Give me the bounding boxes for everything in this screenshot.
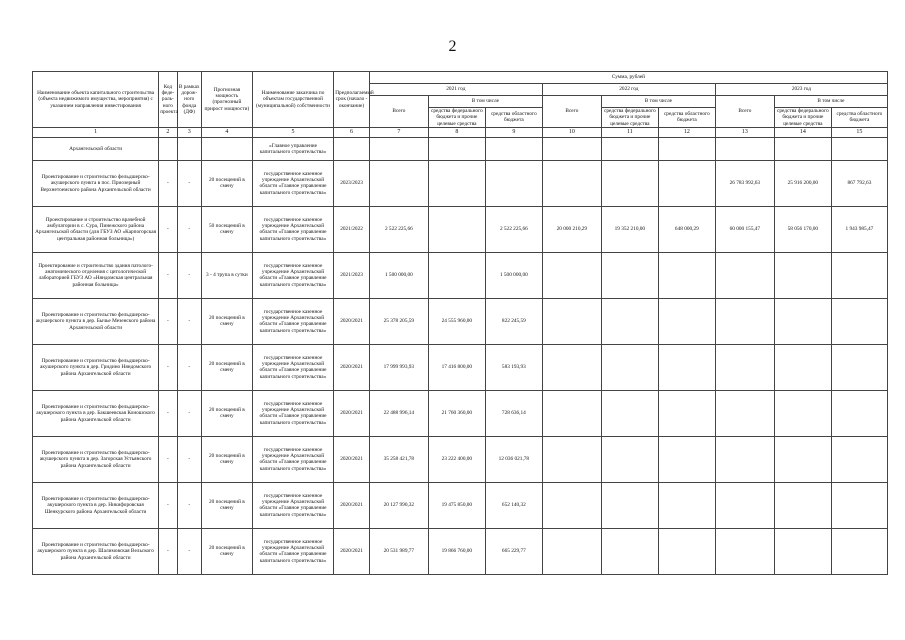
- amount-cell: 60 000 155,47: [715, 206, 774, 252]
- column-number-row: [33, 127, 888, 137]
- amount-cell: [542, 344, 601, 390]
- amount-cell: [542, 436, 601, 482]
- amount-cell: 58 056 170,00: [774, 206, 831, 252]
- header-regional-2022: средства областного бюджета: [658, 108, 715, 128]
- amount-cell: [715, 482, 774, 528]
- amount-cell: [831, 482, 887, 528]
- table-row: [33, 206, 888, 252]
- object-name: Проектирование и строительство здания патолого-анатомического отделения с цитологической лабораторией ГБУЗ АО «Няндомская центральная районная больница»: [33, 252, 159, 298]
- amount-cell: 19 475 850,00: [428, 482, 485, 528]
- column-number: 15: [831, 127, 887, 137]
- customer-name: государственное казенное учреждение Архангельской области «Главное управление капитального строительства»: [252, 344, 333, 390]
- amount-cell: 25 378 205,59: [369, 298, 428, 344]
- road-fund-flag: -: [177, 344, 201, 390]
- column-number: 5: [252, 127, 333, 137]
- amount-cell: [601, 482, 658, 528]
- amount-cell: [658, 252, 715, 298]
- header-term: Предполагаемый срок (начало - окончание): [334, 72, 370, 128]
- term: 2023/2023: [334, 160, 370, 206]
- header-regional-2021: средства областного бюджета: [485, 108, 542, 128]
- amount-cell: 583 193,93: [485, 344, 542, 390]
- capacity: 20 посещений в смену: [201, 298, 252, 344]
- amount-cell: [774, 344, 831, 390]
- amount-cell: [542, 252, 601, 298]
- federal-project-code: -: [159, 344, 177, 390]
- column-number: 7: [369, 127, 428, 137]
- amount-cell: 2 522 225,66: [369, 206, 428, 252]
- amount-cell: [831, 436, 887, 482]
- amount-cell: 867 792,63: [831, 160, 887, 206]
- column-number: 8: [428, 127, 485, 137]
- table-row: [33, 390, 888, 436]
- amount-cell: [601, 528, 658, 574]
- amount-cell: [542, 298, 601, 344]
- federal-project-code: -: [159, 436, 177, 482]
- amount-cell: 1 943 985,47: [831, 206, 887, 252]
- amount-cell: [428, 252, 485, 298]
- amount-cell: 822 245,59: [485, 298, 542, 344]
- amount-cell: [658, 344, 715, 390]
- amount-cell: [715, 436, 774, 482]
- amount-cell: [428, 206, 485, 252]
- capacity: 3 - 4 трупа в сутки: [201, 252, 252, 298]
- header-total-2022: Всего: [542, 96, 601, 128]
- road-fund-flag: -: [177, 390, 201, 436]
- amount-cell: [601, 390, 658, 436]
- road-fund-flag: -: [177, 206, 201, 252]
- amount-cell: [774, 390, 831, 436]
- amount-cell: 17 416 800,00: [428, 344, 485, 390]
- amount-cell: [601, 160, 658, 206]
- customer-name: государственное казенное учреждение Архангельской области «Главное управление капитального строительства»: [252, 298, 333, 344]
- amount-cell: [715, 252, 774, 298]
- object-name: Проектирование и строительство врачебной амбулатории в с. Сура, Пинежского района Архангельской области (для ГБУЗ АО «Карпогорская центральная районная больница»): [33, 206, 159, 252]
- amount-cell: [542, 160, 601, 206]
- amount-cell: [715, 344, 774, 390]
- page-number: 2: [448, 38, 457, 55]
- table-row: [33, 298, 888, 344]
- amount-cell: [774, 252, 831, 298]
- federal-project-code: -: [159, 528, 177, 574]
- term: 2021/2023: [334, 252, 370, 298]
- column-number: 4: [201, 127, 252, 137]
- column-number: 1: [33, 127, 159, 137]
- term: 2020/2021: [334, 390, 370, 436]
- amount-cell: 23 222 400,00: [428, 436, 485, 482]
- header-federal-2023: средства федерального бюджета и прочие целевые средства: [774, 108, 831, 128]
- amount-cell: [658, 436, 715, 482]
- amount-cell: [774, 482, 831, 528]
- amount-cell: 25 916 200,00: [774, 160, 831, 206]
- amount-cell: [715, 528, 774, 574]
- amount-cell: 1 500 000,00: [485, 252, 542, 298]
- capacity: 20 посещений в смену: [201, 160, 252, 206]
- capacity: 20 посещений в смену: [201, 344, 252, 390]
- amount-cell: [428, 160, 485, 206]
- amount-cell: [831, 252, 887, 298]
- amount-cell: [601, 344, 658, 390]
- amount-cell: [774, 436, 831, 482]
- amount-cell: 652 140,32: [485, 482, 542, 528]
- road-fund-flag: -: [177, 252, 201, 298]
- region-row: [33, 137, 888, 160]
- header-incl-2021: В том числе: [428, 96, 542, 108]
- header-holder: Наименование заказчика по объектам государственной (муниципальной) собственности: [252, 72, 333, 128]
- term: 2020/2021: [334, 528, 370, 574]
- column-number: 2: [159, 127, 177, 137]
- amount-cell: 20 531 989,77: [369, 528, 428, 574]
- amount-cell: [601, 436, 658, 482]
- object-name: Проектирование и строительство фельдшерско-акушерского пункта в дер. Шалимовская Вельского района Архангельской области: [33, 528, 159, 574]
- amount-cell: 24 555 960,00: [428, 298, 485, 344]
- road-fund-flag: -: [177, 298, 201, 344]
- table-row: [33, 344, 888, 390]
- term: 2020/2021: [334, 482, 370, 528]
- object-name: Проектирование и строительство фельдшерско-акушерского пункта в дер. Никифоровская Шенкурского района Архангельской области: [33, 482, 159, 528]
- header-total-2023: Всего: [715, 96, 774, 128]
- customer-name: государственное казенное учреждение Архангельской области «Главное управление капитального строительства»: [252, 160, 333, 206]
- amount-cell: 12 036 021,78: [485, 436, 542, 482]
- header-federal-2021: средства федерального бюджета и прочие целевые средства: [428, 108, 485, 128]
- header-code: Код феде-раль-ного проекта: [159, 72, 177, 128]
- capacity: 20 посещений в смену: [201, 528, 252, 574]
- table-body: [33, 127, 888, 574]
- amount-cell: [715, 390, 774, 436]
- object-name: Проектирование и строительство фельдшерско-акушерского пункта в дер. Бычье Мезенского района Архангельской области: [33, 298, 159, 344]
- header-federal-2022: средства федерального бюджета и прочие целевые средства: [601, 108, 658, 128]
- header-sum: Сумма, рублей: [369, 72, 887, 84]
- amount-cell: [601, 298, 658, 344]
- term: 2020/2021: [334, 436, 370, 482]
- term: 2020/2021: [334, 344, 370, 390]
- amount-cell: [715, 298, 774, 344]
- object-name: Проектирование и строительство фельдшерско-акушерского пункта в дер. Бакшеевская Коношского района Архангельской области: [33, 390, 159, 436]
- investment-table: [32, 71, 888, 575]
- header-regional-2023: средства областного бюджета: [831, 108, 887, 128]
- amount-cell: [658, 160, 715, 206]
- amount-cell: [658, 390, 715, 436]
- column-number: 11: [601, 127, 658, 137]
- column-number: 6: [334, 127, 370, 137]
- header-incl-2022: В том числе: [601, 96, 715, 108]
- amount-cell: 26 783 992,63: [715, 160, 774, 206]
- road-fund-flag: -: [177, 528, 201, 574]
- amount-cell: 17 999 993,93: [369, 344, 428, 390]
- customer-name: государственное казенное учреждение Архангельской области «Главное управление капитального строительства»: [252, 528, 333, 574]
- column-number: 12: [658, 127, 715, 137]
- road-fund-flag: -: [177, 160, 201, 206]
- column-number: 14: [774, 127, 831, 137]
- header-dop-fund: В рамках дорож-ного фонда (ДФ): [177, 72, 201, 128]
- road-fund-flag: -: [177, 436, 201, 482]
- object-name: Проектирование и строительство фельдшерско-акушерского пункта в дер. Загорская Устьянского района Архангельской области: [33, 436, 159, 482]
- amount-cell: [369, 160, 428, 206]
- header-name: Наименование объекта капитального строительства (объекта недвижимого имущества, мероприятия) с указанием направления инвестирования: [33, 72, 159, 128]
- term: 2021/2022: [334, 206, 370, 252]
- federal-project-code: -: [159, 206, 177, 252]
- amount-cell: 19 352 210,00: [601, 206, 658, 252]
- customer-name: государственное казенное учреждение Архангельской области «Главное управление капитального строительства»: [252, 390, 333, 436]
- amount-cell: [831, 344, 887, 390]
- amount-cell: 2 522 225,66: [485, 206, 542, 252]
- table-row: [33, 160, 888, 206]
- header-capacity: Прогнозная мощность (прогнозный прирост мощности): [201, 72, 252, 128]
- capacity: 50 посещений в смену: [201, 206, 252, 252]
- column-number: 10: [542, 127, 601, 137]
- table-row: [33, 252, 888, 298]
- table-row: [33, 482, 888, 528]
- amount-cell: 20 127 990,32: [369, 482, 428, 528]
- amount-cell: [831, 298, 887, 344]
- capacity: 20 посещений в смену: [201, 390, 252, 436]
- amount-cell: [831, 390, 887, 436]
- road-fund-flag: -: [177, 482, 201, 528]
- header-year-2021: 2021 год: [369, 84, 542, 96]
- federal-project-code: -: [159, 482, 177, 528]
- amount-cell: [485, 160, 542, 206]
- amount-cell: [658, 482, 715, 528]
- amount-cell: 35 258 421,78: [369, 436, 428, 482]
- table-row: [33, 528, 888, 574]
- object-name: Проектирование и строительство фельдшерско-акушерского пункта в дер. Гридино Няндомского района Архангельской области: [33, 344, 159, 390]
- customer-name: государственное казенное учреждение Архангельской области «Главное управление капитального строительства»: [252, 252, 333, 298]
- region-holder: «Главное управление капитального строительства»: [252, 137, 333, 160]
- federal-project-code: -: [159, 390, 177, 436]
- column-number: 13: [715, 127, 774, 137]
- customer-name: государственное казенное учреждение Архангельской области «Главное управление капитального строительства»: [252, 482, 333, 528]
- amount-cell: 648 000,29: [658, 206, 715, 252]
- header-total-2021: Всего: [369, 96, 428, 128]
- amount-cell: 22 488 996,14: [369, 390, 428, 436]
- amount-cell: 665 229,77: [485, 528, 542, 574]
- amount-cell: 1 500 000,00: [369, 252, 428, 298]
- amount-cell: [542, 390, 601, 436]
- customer-name: государственное казенное учреждение Архангельской области «Главное управление капитального строительства»: [252, 436, 333, 482]
- header-year-2023: 2023 год: [715, 84, 887, 96]
- amount-cell: 20 000 210,29: [542, 206, 601, 252]
- amount-cell: [542, 482, 601, 528]
- federal-project-code: -: [159, 160, 177, 206]
- table-row: [33, 436, 888, 482]
- amount-cell: [658, 528, 715, 574]
- column-number: 9: [485, 127, 542, 137]
- amount-cell: 728 636,14: [485, 390, 542, 436]
- amount-cell: [774, 528, 831, 574]
- federal-project-code: -: [159, 298, 177, 344]
- amount-cell: [831, 528, 887, 574]
- amount-cell: [601, 252, 658, 298]
- term: 2020/2021: [334, 298, 370, 344]
- header-incl-2023: В том числе: [774, 96, 887, 108]
- capacity: 20 посещений в смену: [201, 482, 252, 528]
- header-year-2022: 2022 год: [542, 84, 715, 96]
- object-name: Проектирование и строительство фельдшерско-акушерского пункта в пос. Приозерный Верхнетоемского района Архангельской области: [33, 160, 159, 206]
- amount-cell: [774, 298, 831, 344]
- capacity: 20 посещений в смену: [201, 436, 252, 482]
- region-name: Архангельской области: [33, 137, 159, 160]
- federal-project-code: -: [159, 252, 177, 298]
- column-number: 3: [177, 127, 201, 137]
- amount-cell: 19 866 760,00: [428, 528, 485, 574]
- amount-cell: 21 760 360,00: [428, 390, 485, 436]
- customer-name: государственное казенное учреждение Архангельской области «Главное управление капитального строительства»: [252, 206, 333, 252]
- amount-cell: [658, 298, 715, 344]
- amount-cell: [542, 528, 601, 574]
